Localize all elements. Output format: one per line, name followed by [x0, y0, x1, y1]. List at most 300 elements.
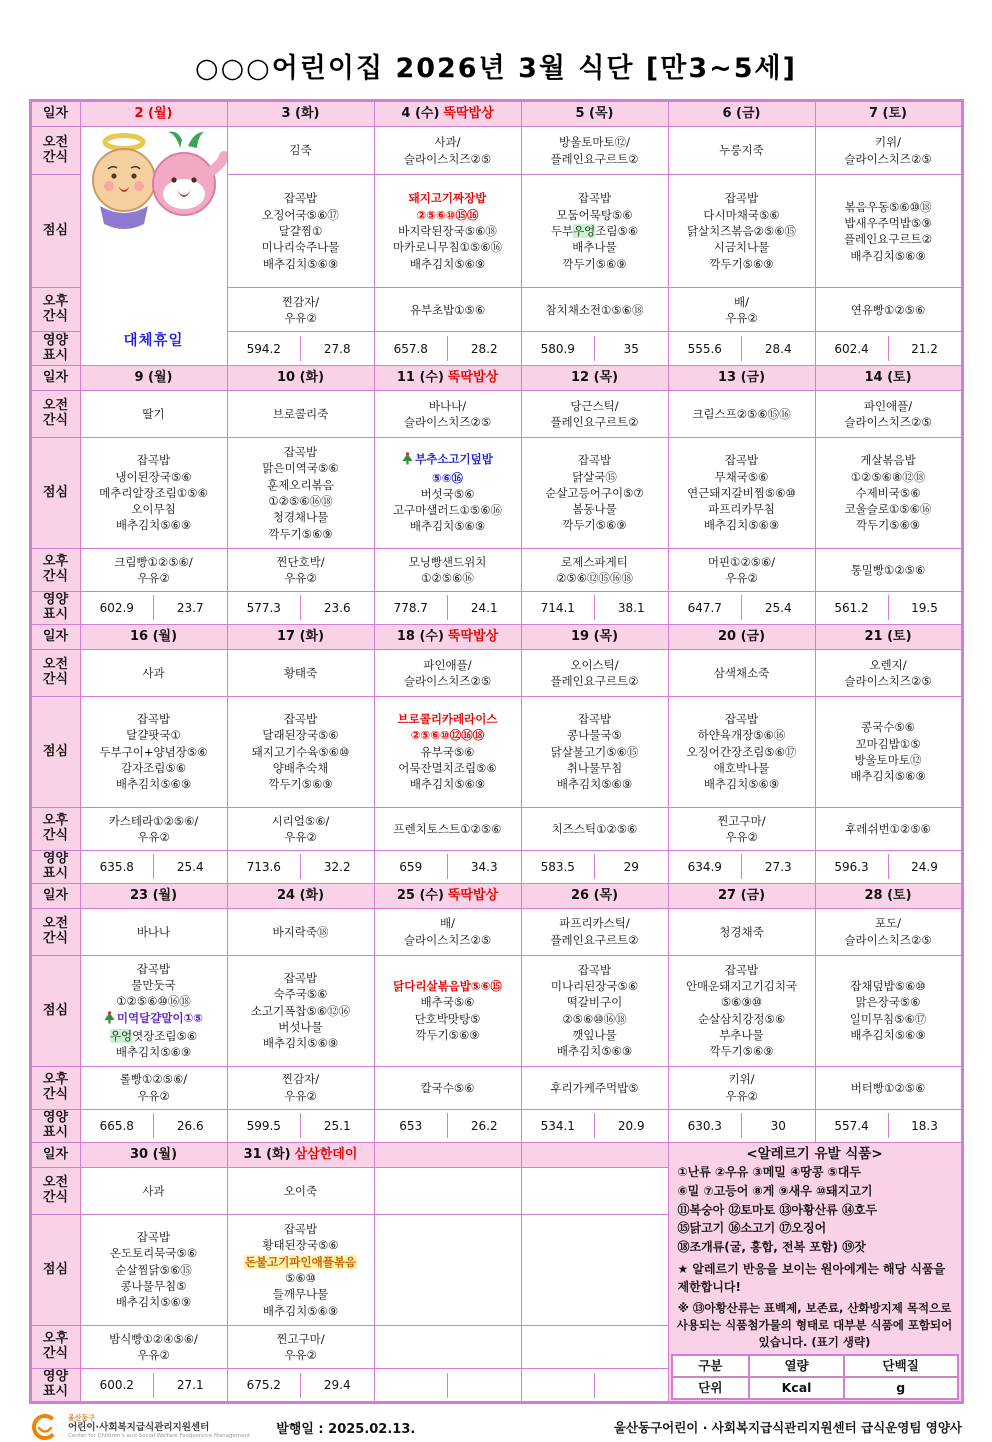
kcal-value: [522, 1373, 596, 1398]
protein-value: 28.4: [764, 341, 792, 356]
kcal-value: 594.2: [228, 336, 302, 361]
menu-item: 통밀빵①②⑤⑥: [850, 562, 926, 577]
menu-item: 두부구이+양념장⑤⑥: [99, 744, 208, 759]
menu-item: ②⑤⑥⑩⑫⑯⑱: [410, 728, 485, 743]
legend-cell: 구분: [672, 1355, 750, 1377]
menu-item: 바지락된장국⑤⑥⑱: [398, 224, 497, 239]
menu-item: 고구마샐러드①⑤⑥⑯: [392, 503, 503, 518]
menu-item: 우유②: [725, 571, 758, 585]
menu-item: 파프리카무침: [708, 502, 775, 517]
menu-item: 잡곡밥: [724, 712, 759, 727]
menu-item: 사과: [142, 665, 165, 680]
row-label: 오전간식: [30, 908, 80, 955]
menu-item: 시금치나물: [713, 240, 770, 255]
allergy-content: [671, 1144, 959, 1401]
menu-item: 모닝빵샌드위치: [408, 554, 487, 569]
menu-item: 우유②: [284, 829, 317, 844]
date-cell: 7 (토): [815, 101, 962, 127]
nutrition-cell: [668, 592, 815, 625]
menu-item: 맑은미역국⑤⑥: [262, 461, 339, 476]
protein-value: 26.2: [470, 1118, 498, 1133]
nutrition-cell: [227, 592, 374, 625]
menu-item: 오징어간장조림⑤⑥⑰: [686, 744, 797, 759]
menu-item: 들깨무나물: [272, 1287, 329, 1302]
date-cell: 17 (화): [227, 624, 374, 649]
menu-item: 미나리된장국⑤⑥: [550, 979, 639, 994]
kcal-value: 555.6: [669, 336, 743, 361]
footer-left: [30, 1412, 415, 1442]
menu-item: 깍두기⑤⑥⑨: [268, 526, 333, 541]
lunch-cell: [668, 955, 815, 1066]
menu-item: 볶음우동⑤⑥⑩⑱: [844, 199, 932, 214]
lunch-cell: [227, 696, 374, 807]
pm-snack-cell: [815, 549, 962, 592]
empty-cell: [374, 1167, 521, 1214]
pm-snack-cell: [227, 288, 374, 332]
menu-item: 배추김치⑤⑥⑨: [115, 518, 192, 533]
org-region: 울산동구: [68, 1414, 96, 1423]
menu-item: 닭살국⑮: [572, 469, 617, 484]
menu-item: 애호박나물: [713, 761, 770, 776]
empty-cell: [374, 1214, 521, 1325]
menu-item: 크림스프②⑤⑥⑮⑯: [692, 406, 791, 421]
am-snack-row: [30, 127, 962, 175]
mascot-illustration: [80, 128, 227, 240]
menu-item: 두부우엉조림⑤⑥: [550, 224, 639, 239]
menu-item: 온도토리묵국⑤⑥: [109, 1246, 198, 1261]
am-snack-row: [30, 649, 962, 696]
protein-value: 19.5: [911, 600, 938, 615]
menu-item: 봄동나물: [572, 502, 617, 517]
allergy-line: ⑱조개류(굴, 홍합, 전복 포함) ⑲잣: [677, 1239, 866, 1254]
protein-value: 28.2: [470, 341, 498, 356]
pm-snack-row: [30, 1066, 962, 1109]
menu-item: 깍두기⑤⑥⑨: [268, 777, 333, 792]
menu-item: ⑤⑥⑩: [285, 1270, 316, 1285]
lunch-cell: [227, 1214, 374, 1325]
menu-item: 키위/: [874, 135, 902, 150]
menu-item: 롤빵①②⑤⑥/: [119, 1072, 188, 1087]
lunch-cell: [80, 696, 227, 807]
pm-snack-row: [30, 807, 962, 850]
nutrition-cell: [815, 592, 962, 625]
nutrition-row: [30, 1109, 962, 1142]
allergy-star-note: ★ 알레르기 반응을 보이는 원아에게는 해당 식품을 제한합니다!: [677, 1262, 946, 1294]
date-cell: 2 (월): [80, 101, 227, 127]
menu-item: 배추김치⑤⑥⑨: [409, 777, 486, 792]
kcal-value: 713.6: [228, 854, 302, 879]
lunch-cell: [521, 175, 668, 288]
menu-item: 플레인요구르트②: [843, 232, 933, 247]
lunch-cell: [668, 438, 815, 549]
allergy-list: [671, 1163, 959, 1256]
menu-item: 후리가케주먹밥⑤: [550, 1080, 639, 1095]
am-snack-cell: [668, 649, 815, 696]
protein-value: 32.2: [323, 859, 351, 874]
am-snack-cell: [80, 649, 227, 696]
row-label: 오전간식: [30, 391, 80, 438]
am-snack-row: [30, 391, 962, 438]
menu-item: 배추김치⑤⑥⑨: [850, 769, 926, 784]
menu-item: 파프리카스틱/: [559, 916, 630, 931]
menu-item: 칼국수⑤⑥: [420, 1080, 475, 1095]
date-cell: 28 (토): [815, 883, 962, 908]
menu-item: 크림빵①②⑤⑥/: [114, 554, 193, 569]
am-snack-cell: [668, 127, 815, 175]
menu-item: 황태죽: [283, 665, 318, 680]
menu-item: 우유②: [725, 310, 758, 325]
menu-item: 황태된장국⑤⑥: [262, 1238, 339, 1253]
am-snack-cell: [374, 908, 521, 955]
menu-item: 다시마채국⑤⑥: [703, 207, 780, 222]
protein-value: 35: [623, 341, 639, 356]
am-snack-cell: [227, 391, 374, 438]
menu-item: 사과: [142, 1183, 165, 1198]
menu-item: 배추김치⑤⑥⑨: [409, 256, 486, 271]
menu-item: 배추김치⑤⑥⑨: [556, 777, 633, 792]
pm-snack-cell: [80, 1326, 227, 1369]
protein-value: [595, 1373, 668, 1398]
nutrition-cell: [80, 592, 227, 625]
row-label: 영양표시: [30, 850, 80, 883]
nutrition-cell: [668, 332, 815, 366]
menu-item: 우유②: [137, 829, 170, 844]
nutrition-cell: [668, 1109, 815, 1142]
row-label: 오후간식: [30, 1326, 80, 1369]
nutrition-row: [30, 592, 962, 625]
menu-item: 슬라이스치즈②⑤: [403, 151, 492, 166]
row-label: 일자: [30, 624, 80, 649]
nutrition-cell: [521, 1109, 668, 1142]
menu-item: 잡곡밥: [724, 962, 759, 977]
allergy-info-box: [668, 1142, 962, 1403]
kcal-value: 634.9: [669, 854, 743, 879]
menu-item: ①②⑤⑥⑧⑫⑱: [850, 469, 926, 484]
menu-item: 순살찜닭⑤⑥⑮: [115, 1262, 192, 1277]
nutrition-cell: [374, 1369, 521, 1403]
menu-item: 플레인요구르트②: [550, 932, 639, 947]
lunch-cell: [374, 696, 521, 807]
kcal-value: 778.7: [375, 595, 449, 620]
menu-item: 유부초밥①⑤⑥: [409, 302, 486, 317]
am-snack-cell: [227, 908, 374, 955]
menu-item: 우유②: [137, 1088, 170, 1103]
menu-item: 딸기: [142, 406, 165, 421]
row-label: 일자: [30, 101, 80, 127]
pm-snack-cell: [521, 549, 668, 592]
protein-value: 25.4: [176, 859, 204, 874]
menu-item: 참치채소전①⑤⑥⑱: [545, 302, 644, 317]
menu-item: 배추김치⑤⑥⑨: [703, 777, 780, 792]
menu-item: 연근돼지갈비찜⑤⑥⑩: [687, 485, 796, 500]
protein-value: 29.4: [323, 1378, 351, 1393]
nutrition-cell: [668, 850, 815, 883]
footer: [30, 1412, 962, 1442]
menu-item: 콩나물무침⑤: [120, 1279, 187, 1294]
row-label: 영양표시: [30, 1109, 80, 1142]
nutrition-cell: [80, 850, 227, 883]
menu-item: 배추김치⑤⑥⑨: [703, 518, 780, 533]
menu-item: ②⑤⑥⑩⑮⑯: [416, 207, 479, 222]
am-snack-cell: [374, 391, 521, 438]
row-label: 일자: [30, 1142, 80, 1167]
pm-snack-cell: [227, 807, 374, 850]
menu-item: 잡곡밥: [577, 453, 612, 468]
menu-item: 물만둣국: [131, 978, 176, 993]
menu-item: 배추김치⑤⑥⑨: [115, 1295, 192, 1310]
menu-item: 플레인요구르트②: [550, 673, 639, 688]
menu-item: 단호박맛탕⑤: [414, 1011, 481, 1026]
menu-item: 포도/: [874, 916, 902, 931]
kcal-value: 599.5: [228, 1113, 302, 1138]
row-label: 영양표시: [30, 1369, 80, 1403]
lunch-cell: [815, 696, 962, 807]
menu-item: 순살삼치강정⑤⑥: [697, 1011, 786, 1026]
am-snack-cell: [668, 391, 815, 438]
menu-item: 잡곡밥: [724, 453, 759, 468]
menu-item: 달걀찜①: [278, 224, 323, 239]
menu-item: 양배추숙채: [272, 761, 329, 776]
am-snack-cell: [815, 908, 962, 955]
row-label: 영양표시: [30, 332, 80, 366]
menu-item: 닭살불고기⑤⑥⑮: [550, 744, 639, 759]
nutrition-cell: [227, 1109, 374, 1142]
lunch-cell: [80, 1214, 227, 1325]
protein-value: 25.4: [764, 600, 792, 615]
date-cell: 31 (화) 삼삼한데이: [227, 1142, 374, 1167]
menu-item: 방울토마토⑫/: [559, 135, 630, 150]
page-title: ○○○어린이집 2026년 3월 식단 [만3~5세]: [195, 53, 797, 84]
nutrition-row: [30, 850, 962, 883]
empty-cell: [374, 1326, 521, 1369]
pm-snack-cell: [815, 288, 962, 332]
protein-value: 34.3: [470, 859, 498, 874]
menu-item: 청경채죽: [719, 924, 764, 939]
lunch-row: [30, 696, 962, 807]
am-snack-cell: [80, 1167, 227, 1214]
menu-item: 브로콜리죽: [272, 406, 329, 421]
menu-item: 버터빵①②⑤⑥: [850, 1080, 926, 1095]
date-cell: 11 (수) 뚝딱밥상: [374, 366, 521, 391]
menu-item: 배추김치⑤⑥⑨: [850, 248, 926, 263]
nutrition-cell: [374, 1109, 521, 1142]
menu-item: 돈불고기파인애플볶음: [244, 1254, 357, 1269]
kcal-value: 557.4: [816, 1113, 889, 1138]
row-label: 점심: [30, 175, 80, 288]
allergy-line: ⑥밀 ⑦고등어 ⑧게 ⑨새우 ⑩돼지고기: [677, 1184, 873, 1199]
date-badge: 뚝딱밥상: [447, 369, 499, 385]
nutrition-cell: [815, 1109, 962, 1142]
pm-snack-row: [30, 549, 962, 592]
date-cell: 21 (토): [815, 624, 962, 649]
nutrition-cell: [521, 332, 668, 366]
menu-item: 밥새우주먹밥⑤⑨: [844, 215, 932, 230]
menu-item: 배추김치⑤⑥⑨: [409, 519, 486, 534]
menu-item: 잡곡밥: [577, 191, 612, 206]
protein-value: 24.1: [470, 600, 498, 615]
date-cell: 5 (목): [521, 101, 668, 127]
kcal-value: 561.2: [816, 595, 889, 620]
menu-item: 숙주국⑤⑥: [273, 987, 328, 1002]
menu-table: [29, 99, 964, 1404]
protein-value: 20.9: [617, 1118, 645, 1133]
menu-item: 달래된장국⑤⑥: [262, 728, 339, 743]
menu-item: 슬라이스치즈②⑤: [403, 673, 492, 688]
menu-item: 누룽지죽: [719, 143, 764, 158]
nutrition-legend-table: [671, 1354, 959, 1400]
menu-item: 찐감자/: [281, 1072, 320, 1087]
menu-item: 후레쉬번①②⑤⑥: [845, 821, 931, 836]
menu-item: 슬라이스치즈②⑤: [844, 932, 932, 947]
menu-item: 배추김치⑤⑥⑨: [115, 777, 192, 792]
date-row: [30, 1142, 962, 1167]
allergy-line: ⑮닭고기 ⑯소고기 ⑰오징어: [677, 1221, 827, 1236]
date-row: [30, 101, 962, 127]
menu-item: 오이스틱/: [570, 657, 619, 672]
kcal-value: 580.9: [522, 336, 596, 361]
menu-item: 배추김치⑤⑥⑨: [262, 1303, 339, 1318]
protein-value: 30: [770, 1118, 786, 1133]
menu-item: 떡갈비구이: [566, 995, 623, 1010]
row-label: 오전간식: [30, 649, 80, 696]
menu-item: 슬라이스치즈②⑤: [403, 415, 492, 429]
menu-item: 오렌지/: [869, 657, 907, 672]
nutrition-cell: [227, 332, 374, 366]
holiday-cell: [80, 127, 227, 366]
date-cell: 18 (수) 뚝딱밥상: [374, 624, 521, 649]
kcal-value: 675.2: [228, 1373, 302, 1398]
menu-item: 배추김치⑤⑥⑨: [850, 1028, 926, 1043]
pm-snack-cell: [80, 549, 227, 592]
row-label: 오전간식: [30, 127, 80, 175]
menu-item: 우유②: [725, 829, 758, 844]
menu-item: 프렌치토스트①②⑤⑥: [393, 821, 502, 836]
protein-value: [448, 1373, 521, 1398]
row-label: 오후간식: [30, 1066, 80, 1109]
date-cell: 27 (금): [668, 883, 815, 908]
menu-item: 게살볶음밥: [860, 453, 916, 468]
menu-item: 잡곡밥: [283, 191, 318, 206]
menu-item: 우유②: [725, 1088, 758, 1103]
kcal-value: 657.8: [375, 336, 449, 361]
lunch-cell: [521, 955, 668, 1066]
menu-item: 김죽: [289, 143, 312, 158]
menu-item: 파인애플/: [863, 398, 913, 413]
menu-item: 시리얼⑤⑥/: [271, 813, 330, 828]
lunch-cell: [521, 696, 668, 807]
menu-item: 머핀①②⑤⑥/: [707, 554, 776, 569]
menu-item: 당근스틱/: [570, 398, 619, 413]
menu-item: 바나나: [136, 924, 171, 939]
kcal-value: 602.9: [81, 595, 155, 620]
menu-item: 우유②: [284, 310, 317, 325]
legend-cell: 단위: [672, 1377, 750, 1399]
menu-item: 슬라이스치즈②⑤: [844, 415, 932, 429]
row-label: 점심: [30, 955, 80, 1066]
row-label: 영양표시: [30, 592, 80, 625]
kcal-value: 583.5: [522, 854, 596, 879]
menu-item: 취나물무침: [566, 761, 623, 776]
kcal-value: 577.3: [228, 595, 302, 620]
nutrition-cell: [80, 1109, 227, 1142]
menu-item: 하얀육개장⑤⑥⑯: [697, 728, 786, 743]
org-identity: [68, 1415, 250, 1439]
menu-item: 슬라이스치즈②⑤: [844, 151, 932, 166]
menu-item: 배추국⑤⑥: [420, 995, 475, 1010]
row-label: 오후간식: [30, 549, 80, 592]
empty-cell: [521, 1214, 668, 1325]
pm-snack-cell: [815, 1066, 962, 1109]
tree-icon: [402, 452, 413, 469]
menu-item: 돼지고기짜장밥: [408, 191, 487, 206]
legend-cell: 열량: [749, 1355, 844, 1377]
menu-item: 오이죽: [283, 1183, 318, 1198]
am-snack-cell: [374, 649, 521, 696]
date-badge: 뚝딱밥상: [443, 105, 494, 121]
menu-item: 잡곡밥: [283, 1221, 318, 1236]
kcal-value: 596.3: [816, 854, 889, 879]
kcal-value: 635.8: [81, 854, 155, 879]
lunch-cell: [668, 696, 815, 807]
menu-item: 잡곡밥: [283, 970, 318, 985]
protein-value: 27.3: [764, 859, 792, 874]
menu-item: 파인애플/: [423, 657, 472, 672]
menu-item: 카스테라①②⑤⑥/: [108, 813, 199, 828]
lunch-cell: [80, 438, 227, 549]
menu-item: 미역달걀말이①⑤: [83, 1010, 225, 1028]
date-cell: 23 (월): [80, 883, 227, 908]
date-cell: 3 (화): [227, 101, 374, 127]
allergy-sub-note: ※ ⑬아황산류는 표백제, 보존료, 산화방지제 목적으로 사용되는 식품첨가물의 형태로 대부분 식품에 포함되어있습니다. (표기 생략): [676, 1301, 953, 1349]
lunch-cell: [227, 955, 374, 1066]
am-snack-cell: [227, 1167, 374, 1214]
menu-item: 우유②: [284, 1348, 317, 1363]
allergy-title: <알레르기 유발 식품>: [746, 1145, 883, 1162]
menu-item: 미나리숙주나물: [261, 240, 340, 255]
am-snack-cell: [227, 127, 374, 175]
menu-item: 배추김치⑤⑥⑨: [556, 1044, 633, 1059]
pm-snack-cell: [374, 807, 521, 850]
protein-value: 25.1: [323, 1118, 351, 1133]
protein-value: 21.2: [911, 341, 938, 356]
menu-item: 잡곡밥: [724, 191, 759, 206]
menu-item: 배/: [734, 294, 749, 309]
date-cell: 26 (목): [521, 883, 668, 908]
nutrition-cell: [227, 1369, 374, 1403]
kcal-value: [375, 1373, 449, 1398]
menu-item: 바나나/: [428, 398, 467, 413]
menu-item: 찐단호박/: [276, 554, 325, 569]
protein-value: 18.3: [911, 1118, 938, 1133]
nutrition-cell: [80, 1369, 227, 1403]
menu-item: ⑤⑥⑯: [432, 470, 463, 485]
pm-snack-cell: [521, 1066, 668, 1109]
menu-item: 어묵잔멸치조림⑤⑥: [398, 761, 497, 776]
menu-item: 콩국수⑤⑥: [861, 720, 915, 735]
menu-item: 깍두기⑤⑥⑨: [415, 1028, 480, 1043]
date-cell: 16 (월): [80, 624, 227, 649]
menu-item: 마카로니무침①⑤⑥⑯: [392, 240, 503, 255]
menu-item: 안매운돼지고기김치국: [685, 979, 798, 994]
row-label: 점심: [30, 1214, 80, 1325]
menu-item: 일미무침⑤⑥⑰: [849, 1011, 927, 1026]
menu-item: 메추리알장조림①⑤⑥: [99, 485, 208, 500]
menu-item: 잡곡밥: [136, 712, 171, 727]
menu-item: 찐고구마/: [717, 813, 766, 828]
row-label: 오전간식: [30, 1167, 80, 1214]
menu-item: 깍두기⑤⑥⑨: [709, 256, 774, 271]
menu-item: 로제스파게티: [561, 554, 628, 569]
